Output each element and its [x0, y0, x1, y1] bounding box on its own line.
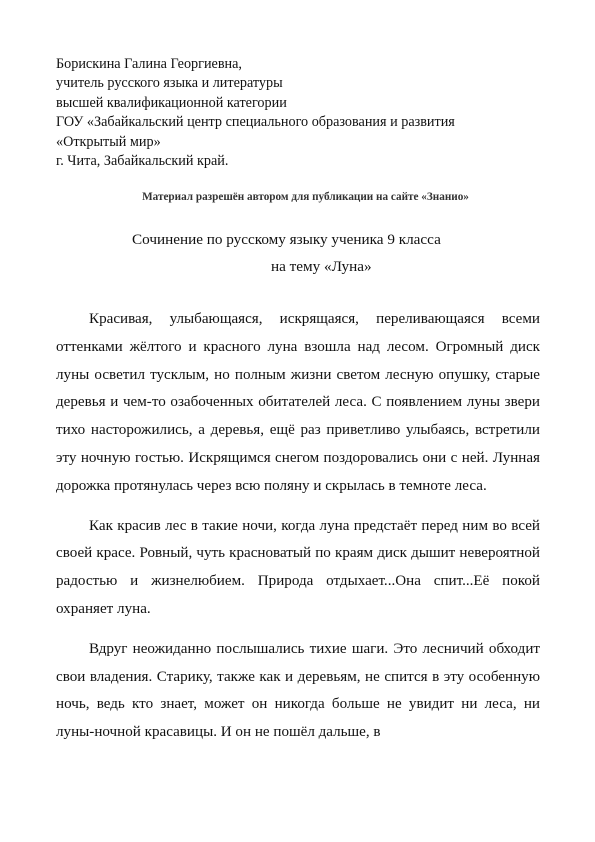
author-institution-name: «Открытый мир» — [56, 133, 161, 150]
author-location: г. Чита, Забайкальский край. — [56, 153, 229, 170]
essay-paragraph-2: Как красив лес в такие ночи, когда луна предстаёт перед ним во всей своей красе. Ровный, чуть красноватый по краям диск дышит невероятной радостью и жизнелюбием. Природа отдыхает...Она спит...Её покой охраняет луна. — [56, 517, 540, 617]
essay-body — [56, 306, 540, 747]
author-position: учитель русского языка и литературы — [56, 75, 283, 92]
publication-notice: Материал разрешён автором для публикации на сайте «Знанио» — [142, 191, 469, 203]
essay-title: Сочинение по русскому языку ученика 9 класса — [132, 231, 441, 248]
essay-paragraph-3: Вдруг неожиданно послышались тихие шаги. Это лесничий обходит свои владения. Старику, также как и деревьям, не спится в эту особенную ночь, ведь кто знает, может он никогда больше не увидит ни леса, ни луны-ночной красавицы. И он не пошёл дальше, в — [56, 640, 540, 741]
essay-topic: на тему «Луна» — [271, 258, 372, 275]
essay-paragraph-1: Красивая, улыбающаяся, искрящаяся, переливающаяся всеми оттенками жёлтого и красного луна взошла над лесом. Огромный диск луны осветил тусклым, но полным жизни светом лесную опушку, старые деревья и чем-то озабоченных обитателей леса. С появлением луны звери тихо насторожились, а деревья, ещё раз приветливо улыбаясь, встретили эту ночную гостью. Искрящимся снегом поздоровались они с ней. Лунная дорожка протянулась через всю поляну и скрылась в темноте леса. — [56, 311, 540, 494]
author-institution: ГОУ «Забайкальский центр специального образования и развития — [56, 114, 455, 131]
author-name: Борискина Галина Георгиевна, — [56, 56, 242, 72]
author-info — [56, 55, 556, 171]
author-qualification: высшей квалификационной категории — [56, 94, 287, 111]
